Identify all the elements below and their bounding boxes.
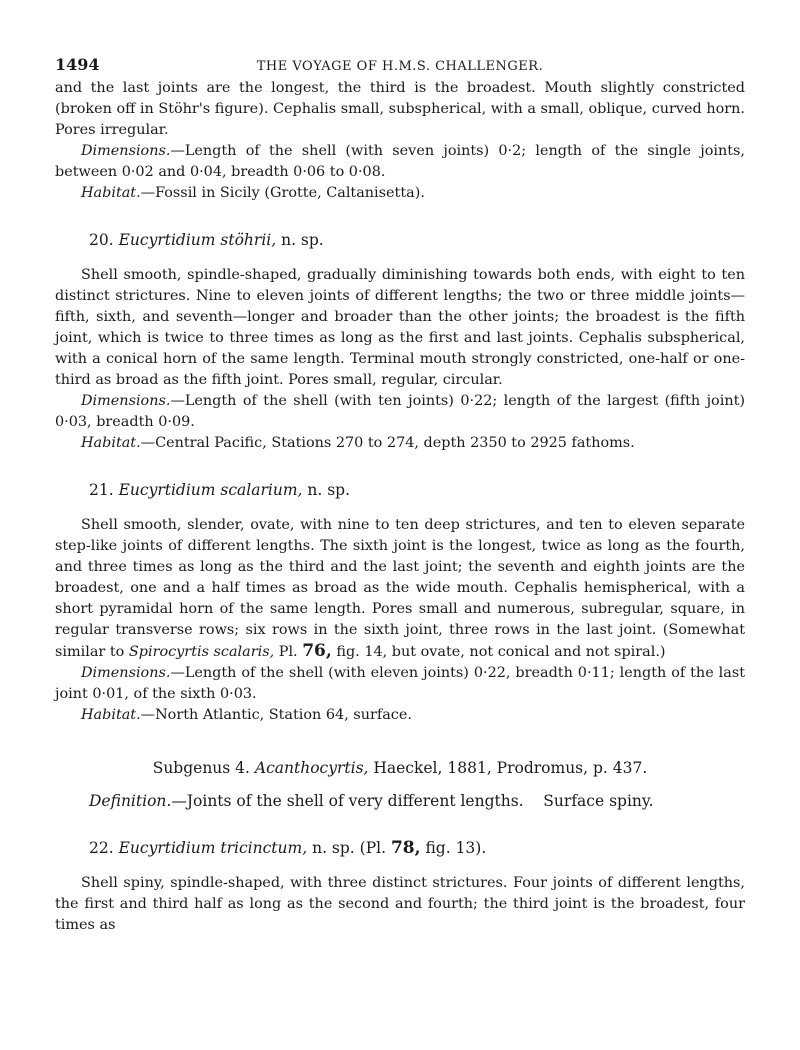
species-number: 20. bbox=[89, 231, 114, 249]
subgenus-definition bbox=[55, 791, 745, 812]
subgenus-rest: Haeckel, 1881, Prodromus, p. 437. bbox=[368, 759, 648, 777]
intro-paragraph: and the last joints are the longest, the third is the broadest. Mouth slightly constricted (broken off in Stöhr's figure). Cephalis small, subspherical, with a small, oblique, curved horn. Pores irregular. bbox=[55, 80, 745, 138]
species-suffix: n. sp. (Pl. bbox=[307, 839, 391, 857]
intro-habitat bbox=[55, 183, 745, 204]
species-description-22: Shell spiny, spindle-shaped, with three distinct strictures. Four joints of different lengths, the first and third half as long as the second and fourth; the third joint is the broadest, four times as bbox=[55, 875, 745, 933]
dimensions-text: —Length of the shell (with ten joints) 0·22; length of the largest (fifth joint) 0·03, breadth 0·09. bbox=[55, 393, 745, 430]
species-number: 21. bbox=[89, 481, 114, 499]
species-name: Eucyrtidium stöhrii, bbox=[118, 231, 277, 249]
species-heading-20 bbox=[55, 230, 745, 251]
page-header bbox=[55, 50, 745, 78]
figure-ref: fig. 13). bbox=[420, 839, 487, 857]
species-dimensions-21 bbox=[55, 663, 745, 705]
habitat-label: Habitat. bbox=[81, 435, 141, 451]
definition-text: —Joints of the shell of very different lengths. Surface spiny. bbox=[171, 792, 654, 810]
dimensions-label: Dimensions. bbox=[81, 143, 171, 159]
reference-name: Spirocyrtis scalaris, bbox=[128, 644, 275, 660]
species-suffix: n. sp. bbox=[276, 231, 324, 249]
reference-plate-label: Pl. bbox=[274, 644, 303, 660]
subgenus-heading bbox=[55, 758, 745, 779]
species-habitat-21 bbox=[55, 705, 745, 726]
dimensions-label: Dimensions. bbox=[81, 393, 171, 409]
species-number: 22. bbox=[89, 839, 114, 857]
plate-number: 78, bbox=[390, 838, 421, 858]
subgenus-name: Acanthocyrtis, bbox=[254, 759, 369, 777]
running-title: THE VOYAGE OF H.M.S. CHALLENGER. bbox=[256, 59, 544, 74]
species-heading-22 bbox=[55, 838, 745, 859]
reference-rest: fig. 14, but ovate, not conical and not spiral.) bbox=[331, 644, 666, 660]
species-name: Eucyrtidium tricinctum, bbox=[118, 839, 308, 857]
species-name: Eucyrtidium scalarium, bbox=[118, 481, 303, 499]
page bbox=[55, 50, 745, 936]
subgenus-prefix: Subgenus 4. bbox=[152, 759, 255, 777]
habitat-label: Habitat. bbox=[81, 185, 141, 201]
habitat-text: —Central Pacific, Stations 270 to 274, depth 2350 to 2925 fathoms. bbox=[140, 435, 635, 451]
reference-plate-number: 76, bbox=[302, 641, 332, 661]
dimensions-label: Dimensions. bbox=[81, 665, 171, 681]
page-number: 1494 bbox=[55, 55, 100, 74]
habitat-text: —North Atlantic, Station 64, surface. bbox=[140, 707, 412, 723]
definition-label: Definition. bbox=[89, 792, 172, 810]
habitat-text: —Fossil in Sicily (Grotte, Caltanisetta). bbox=[140, 185, 425, 201]
habitat-label: Habitat. bbox=[81, 707, 141, 723]
dimensions-text: —Length of the shell (with seven joints) 0·2; length of the single joints, between 0·02 and 0·04, breadth 0·06 to 0·08. bbox=[55, 143, 745, 180]
species-heading-21 bbox=[55, 480, 745, 501]
intro-dimensions bbox=[55, 141, 745, 183]
species-description-21 bbox=[55, 515, 745, 663]
species-description-20: Shell smooth, spindle-shaped, gradually diminishing towards both ends, with eight to ten distinct strictures. Nine to eleven joints of different lengths; the two or three middle joints—fifth, sixth, and seventh—longer and broader than the other joints; the broadest is the fifth joint, which is twice to three times as long as the first and last joints. Cephalis subspherical, with a conical horn of the same length. Terminal mouth strongly constricted, one-half or one-third as broad as the fifth joint. Pores small, regular, circular. bbox=[55, 267, 745, 388]
dimensions-text: —Length of the shell (with eleven joints) 0·22, breadth 0·11; length of the last joint 0·01, of the sixth 0·03. bbox=[55, 665, 745, 702]
species-suffix: n. sp. bbox=[302, 481, 351, 499]
species-habitat-20 bbox=[55, 433, 745, 454]
species-dimensions-20 bbox=[55, 391, 745, 433]
description-text: Shell smooth, slender, ovate, with nine to ten deep strictures, and ten to eleven separate step-like joints of different lengths. The sixth joint is the longest, twice as long as the fourth, and three times as long as the third and the last joint; the seventh and eighth joints are the broadest, one and a half times as broad as the wide mouth. Cephalis hemispherical, with a short pyramidal horn of the same length. Pores small and numerous, subregular, square, in regular transverse rows; six rows in the sixth joint, three rows in the last joint. (Somewhat similar to bbox=[55, 517, 745, 660]
